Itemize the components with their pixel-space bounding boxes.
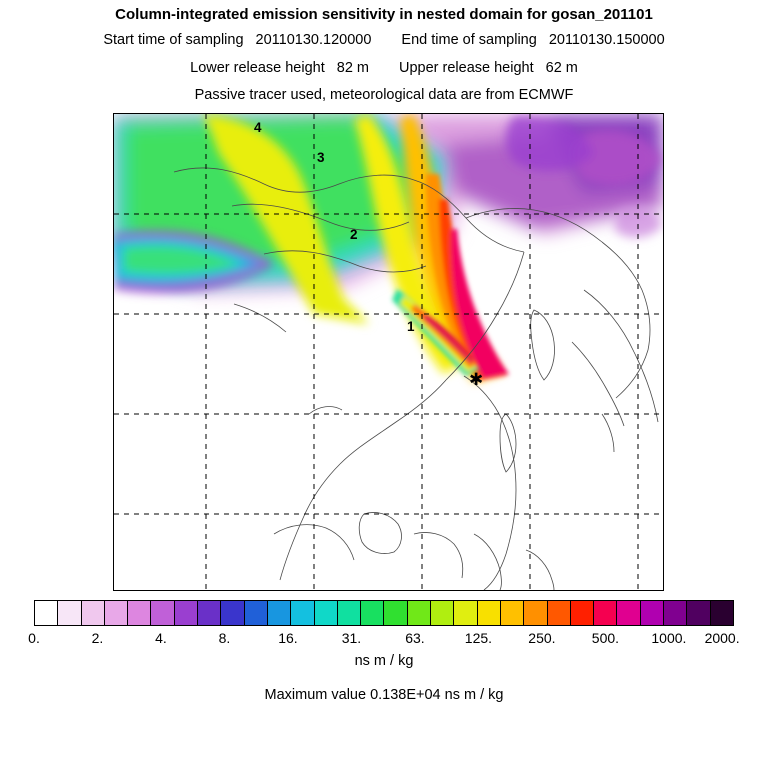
plume-field xyxy=(114,114,663,382)
colorbar-cell-15 xyxy=(383,600,407,626)
plume-label-2: 2 xyxy=(350,227,358,242)
colorbar-tick-8: 250. xyxy=(528,630,556,646)
colorbar-tick-labels xyxy=(0,630,768,648)
colorbar-tick-0: 0. xyxy=(28,630,40,646)
colorbar xyxy=(34,600,734,626)
colorbar-tick-3: 8. xyxy=(218,630,231,646)
lower-release-label: Lower release height xyxy=(190,60,325,76)
colorbar-tick-5: 31. xyxy=(341,630,362,646)
colorbar-cell-12 xyxy=(314,600,338,626)
maximum-value-label: Maximum value 0.138E+04 ns m / kg xyxy=(264,687,504,703)
upper-release-label: Upper release height xyxy=(399,60,534,76)
colorbar-cell-11 xyxy=(290,600,314,626)
colorbar-cells xyxy=(34,600,734,626)
lower-release-value: 82 m xyxy=(336,60,369,76)
colorbar-cell-23 xyxy=(570,600,594,626)
colorbar-cell-2 xyxy=(81,600,105,626)
colorbar-cell-18 xyxy=(453,600,477,626)
colorbar-units-label: ns m / kg xyxy=(354,653,414,669)
colorbar-tick-9: 500. xyxy=(591,630,620,646)
page-title: Column-integrated emission sensitivity in nested domain for gosan_201101 xyxy=(115,6,653,23)
colorbar-cell-0 xyxy=(34,600,58,626)
colorbar-cell-20 xyxy=(500,600,524,626)
colorbar-tick-1: 2. xyxy=(91,630,104,646)
colorbar-cell-29 xyxy=(710,600,734,626)
colorbar-cell-6 xyxy=(174,600,198,626)
colorbar-tick-4: 16. xyxy=(278,630,298,646)
colorbar-cell-3 xyxy=(104,600,128,626)
plume-label-3: 3 xyxy=(317,150,325,165)
colorbar-cell-21 xyxy=(523,600,547,626)
colorbar-tick-7: 125. xyxy=(464,630,493,646)
start-time-label: Start time of sampling xyxy=(103,32,244,48)
end-time-label: End time of sampling xyxy=(401,32,537,48)
start-time-value: 20110130.120000 xyxy=(255,32,372,48)
colorbar-cell-25 xyxy=(616,600,640,626)
tracer-note: Passive tracer used, meteorological data are from ECMWF xyxy=(194,87,574,103)
release-site-star-icon: ✱ xyxy=(469,370,484,389)
colorbar-cell-5 xyxy=(150,600,174,626)
sampling-times xyxy=(0,32,768,48)
colorbar-cell-26 xyxy=(640,600,664,626)
plume-label-1: 1 xyxy=(407,319,415,334)
end-time-value: 20110130.150000 xyxy=(548,32,665,48)
colorbar-cell-16 xyxy=(407,600,431,626)
colorbar-cell-8 xyxy=(220,600,244,626)
colorbar-cell-10 xyxy=(267,600,291,626)
colorbar-tick-10: 1000. xyxy=(651,630,687,646)
colorbar-cell-24 xyxy=(593,600,617,626)
colorbar-tick-11: 2000. xyxy=(704,630,740,646)
colorbar-cell-27 xyxy=(663,600,687,626)
map-svg xyxy=(114,114,663,590)
colorbar-tick-2: 4. xyxy=(155,630,167,646)
colorbar-cell-13 xyxy=(337,600,361,626)
colorbar-cell-19 xyxy=(477,600,501,626)
colorbar-cell-9 xyxy=(244,600,268,626)
plume-label-4: 4 xyxy=(254,120,262,135)
colorbar-tick-6: 63. xyxy=(405,630,425,646)
colorbar-cell-17 xyxy=(430,600,454,626)
colorbar-cell-14 xyxy=(360,600,384,626)
colorbar-cell-4 xyxy=(127,600,151,626)
map-panel xyxy=(113,113,664,591)
colorbar-cell-7 xyxy=(197,600,221,626)
release-heights xyxy=(0,60,768,76)
upper-release-value: 62 m xyxy=(545,60,578,76)
colorbar-cell-22 xyxy=(547,600,571,626)
colorbar-cell-28 xyxy=(686,600,710,626)
colorbar-cell-1 xyxy=(57,600,81,626)
